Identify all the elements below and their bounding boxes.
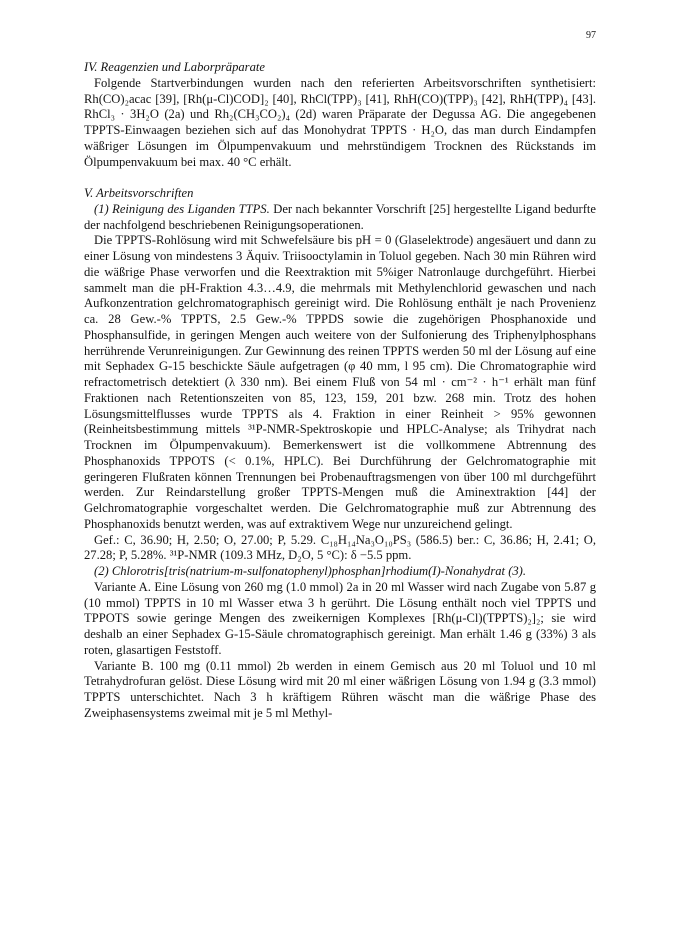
paragraph-variant-b: Variante B. 100 mg (0.11 mmol) 2b werden in einem Gemisch aus 20 ml Toluol und 10 ml Tetrahydrofuran gelöst. Diese Lösung wird mit 20 ml einer wäßrigen Lösung von 1.94 g (3.3 mmol) TPPTS unterschichtet. Nach 3 h kräftigem Rühren wäscht man die wäßrige Phase des Zweiphasensystems zweimal mit je 5 ml Methyl- bbox=[84, 658, 596, 720]
paragraph-elemental-analysis: Gef.: C, 36.90; H, 2.50; O, 27.00; P, 5.29. C₁₈H₁₄Na₃O₁₀PS₃ (586.5) ber.: C, 36.86; H, 2.41; O, 27.28; P, 5.28%. ³¹P-NMR (109.3 MHz, D₂O, 5 °C): δ −5.5 ppm. bbox=[84, 532, 596, 563]
section-heading-v: V. Arbeitsvorschriften bbox=[84, 186, 194, 200]
paragraph-variant-a: Variante A. Eine Lösung von 260 mg (1.0 mmol) 2a in 20 ml Wasser wird nach Zugabe von 5.87 g (10 mmol) TPPTS in 10 ml Wasser etwa 3 h gerührt. Die Lösung enthält noch viel TPPTS und TPPOTS sowie geringe Mengen des zweikernigen Komplexes [Rh(μ-Cl)(TPPTS)₂]₂; sie wird deshalb an einer Sephadex G-15-Säule chromatographisch gereinigt. Man erhält 1.46 g (33%) 3 als roten, glasartigen Feststoff. bbox=[84, 579, 596, 657]
section-gap bbox=[84, 170, 596, 186]
subsection-text-1: Der nach bekannter Vorschrift [25] hergestellte Ligand bedurfte der nachfolgend beschriebenen Reinigungsoperationen. bbox=[84, 201, 596, 232]
page-number: 97 bbox=[586, 30, 596, 41]
subsection-title-1: (1) Reinigung des Liganden TTPS. bbox=[94, 201, 270, 216]
section-heading-iv: IV. Reagenzien und Laborpräparate bbox=[84, 60, 265, 74]
document-page bbox=[84, 30, 596, 722]
subsection-title-2: (2) Chlorotris[tris(natrium-m-sulfonatophenyl)phosphan]rhodium(I)-Nonahydrat (3). bbox=[94, 564, 527, 578]
paragraph-reagents: Folgende Startverbindungen wurden nach den referierten Arbeitsvorschriften synthetisiert: Rh(CO)₂acac [39], [Rh(μ-Cl)COD]₂ [40], RhCl(TPP)₃ [41], RhH(CO)(TPP)₃ [42], RhH(TPP)₄ [43]. RhCl₃ · 3H₂O (2a) und Rh₂(CH₃CO₂)₄ (2d) waren Präparate der Degussa AG. Die angegebenen TPPTS-Einwaagen beziehen sich auf das Monohydrat TPPTS · H₂O, das man durch Eindampfen wäßriger Lösungen im Ölpumpenvakuum und mehrstündigem Trocknen des Rückstands im Ölpumpenvakuum bei max. 40 °C erhält. bbox=[84, 75, 596, 169]
paragraph-ligand-purification-intro bbox=[84, 202, 596, 234]
paragraph-ligand-purification-procedure: Die TPPTS-Rohlösung wird mit Schwefelsäure bis pH = 0 (Glaselektrode) angesäuert und dann zu einer Lösung von mindestens 3 Äquiv. Triisooctylamin in Toluol gegeben. Nach 30 min Rühren wird die wäßrige Phase verworfen und die Reextraktion mit 5%iger Natronlauge durchgeführt. Hierbei sammelt man die pH-Fraktion 4.3…4.9, die mehrmals mit Methylenchlorid gewaschen und nach Aufkonzentration gelchromatographisch gereinigt wird. Die Rohlösung enthält je nach Provenienz ca. 28 Gew.-% TPPTS, 2.5 Gew.-% TPPDS sowie die zugehörigen Phosphanoxide und Phosphansulfide, in geringen Mengen auch weitere von der Sulfonierung des Triphenylphosphans herrührende Verunreinigungen. Zur Gewinnung des reinen TPPTS werden 50 ml der Lösung auf eine mit Sephadex G-15 beschickte Säule aufgetragen (φ 40 mm, l 95 cm). Die Chromatographie wird refractometrisch detektiert (λ 330 nm). Bei einem Fluß von 54 ml · cm⁻² · h⁻¹ erhält man fünf Fraktionen nach Retentionszeiten von 85, 123, 159, 201 bzw. 268 min. Trotz des hohen Lösungsmittelflusses wurde TPPTS als 4. Fraktion in einer Reinheit > 95% gewonnen (Reinheitsbestimmung mittels ³¹P-NMR-Spektroskopie und HPLC-Analyse; als Trihydrat nach Trocknen im Ölpumpenvakuum). Bemerkenswert ist die vollkommene Abtrennung des Phosphanoxids TPPOTS (< 0.1%, HPLC). Bei Durchführung der Gelchromatographie mit geringeren Flußraten können Trennungen bei Probenauftragsmengen von über 100 ml durchgeführt werden. Zur Reindarstellung großer TPPTS-Mengen muß die Aminextraktion [44] der Gelchromatographie vorgeschaltet werden. Die Gelchromatographie muß zur Abtrennung des Phosphanoxids benutzt werden, was auf extraktivem Wege nur unzureichend gelingt. bbox=[84, 233, 596, 531]
